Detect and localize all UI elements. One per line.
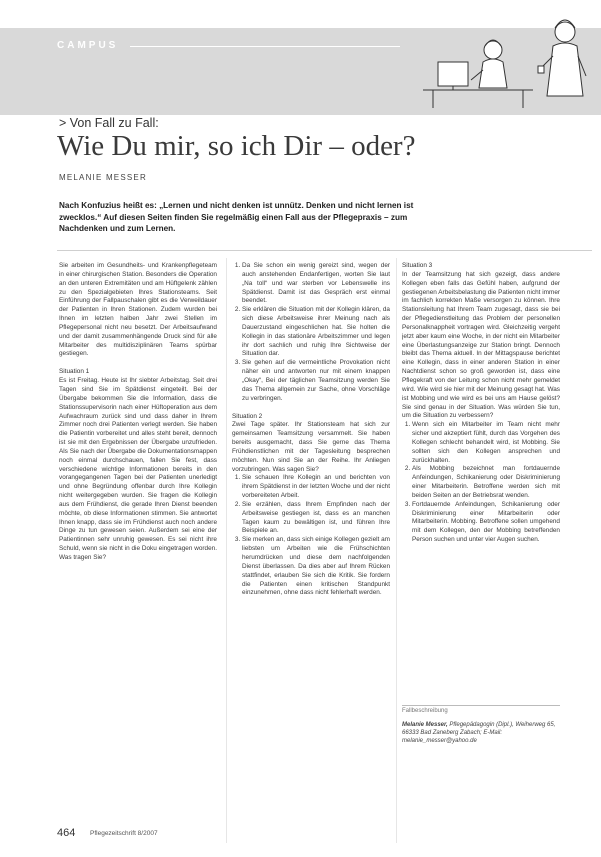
list-item: 3. Sie gehen auf die vermeintliche Provokation nicht näher ein und antworten nur mit einem knappen „Okay“, Bei der täglichen Teamsitzung werden Sie das Thema allgemein zur Sache, ohne Vorschläge zu verbringen. — [242, 359, 390, 403]
list-item: 2. Als Mobbing bezeichnet man fortdauernde Anfeindungen, Schikanierung oder Diskriminierung einer Mitarbeiterin. Betroffene werden sich mit beiden Seiten an der Betriebsrat wenden. — [412, 465, 560, 500]
illustration-people-icon — [413, 10, 598, 110]
answer-list — [232, 262, 390, 404]
list-item: 1. Wenn sich ein Mitarbeiter im Team nicht mehr sicher und akzeptiert fühlt, durch das Vorgehen des Kollegen schlecht behandelt wird, ist Mobbing. Sie sollten sich den Kollegen ansprechen und zurückhalten. — [412, 421, 560, 465]
author-name: MELANIE MESSER — [59, 173, 147, 182]
section-label: CAMPUS — [57, 40, 119, 51]
list-item: 2. Sie erzählen, dass Ihrem Empfinden nach der Arbeitsweise gestiegen ist, dass es an manchen Tagen kaum zu bewältigen ist, und führen Ihre Beispiele an. — [242, 501, 390, 536]
list-item: 1. Da Sie schon ein wenig gereizt sind, wegen der auch anstehenden Endanfertigen, worten Sie laut „Na toll“ und war sterben vor Lebenswelle ins Spätdienst. Damit ist das Gespräch erst einmal beendet. — [242, 262, 390, 306]
paragraph: Sie arbeiten im Gesundheits- und Krankenpflegeteam in einer chirurgischen Station. Besonders die Operation an den unteren Extremitäten und am Hüftgelenk zählen zu den Spezialgebieten Ihres Stationsteams. Seit Einführung der Fallpauschalen gibt es die Verweildauer der Patienten in Ihren Stationen. Zudem wurden bei Ihnen im letzten halben Jahr zwei Stellen im Pflegepersonal nicht neu besetzt. Der Arbeitsaufwand und der damit zusammenhängende Druck sind für alle Mitarbeiter des multidisziplinären Teams spürbar gestiegen. — [59, 262, 217, 358]
answer-list — [232, 474, 390, 598]
box-divider — [402, 705, 560, 706]
rubric: > Von Fall zu Fall: — [59, 116, 159, 130]
intro-text: Nach Konfuzius heißt es: „Lernen und nicht denken ist unnütz. Denken und nicht lernen ist zwecklos.“ Auf diesen Seiten finden Sie regelmäßig einen Fall aus der Pflegepraxis – zum Nachdenken und zum Lernen. — [59, 201, 414, 233]
paragraph: Zwei Tage später. Ihr Stationsteam hat sich zur gemeinsamen Teamsitzung versammelt. Sie haben bereits ausgemacht, dass Sie gerne das Thema Frühdienstlichen mit der Tagesleitung besprechen möchten. Nun sind Sie an der Reihe. Ihr Anliegen vorzubringen. Was sagen Sie? — [232, 421, 390, 473]
list-item: 3. Sie merken an, dass sich einige Kollegen gezielt am liebsten um Arbeiten wie die Frühschichten herumdrücken und diese dem nachfolgenden Dienst überlassen. Da dies aber auf Ihrem Rücken stattfindet, erlauben Sie sich die Kritik. Sie fordern die Patienten einen kritischen Standpunkt einzunehmen, ohne dass nicht fehlerhaft werden. — [242, 536, 390, 598]
list-item: 2. Sie erklären die Situation mit der Kollegin klären, da sich diese Arbeitsweise ihrer Meinung nach als Dauerzustand eingeschlichen hat. Sie holten die Kollegin in das stationäre Arbeitszimmer und legen ihr dort sachlich und ruhig Ihre Sichtweise der Situation dar. — [242, 306, 390, 359]
answer-list — [402, 421, 560, 545]
author-box-name: Melanie Messer, — [402, 722, 448, 728]
author-box-text: Pflegepädagogin (Dipl.), Weiherweg 65, 66333 Bad Zaneberg Zabach; E-Mail: melanie_messer@yahoo.de — [402, 722, 556, 744]
column-divider — [396, 258, 397, 843]
journal-source: Pflegezeitschrift 8/2007 — [90, 830, 158, 837]
divider — [57, 250, 592, 251]
article-title: Wie Du mir, so ich Dir – oder? — [57, 130, 416, 162]
situation-heading: Situation 3 — [402, 262, 433, 269]
box-title: Fallbeschreibung — [402, 708, 448, 714]
column-3 — [402, 262, 560, 690]
situation-heading: Situation 1 — [59, 368, 90, 376]
situation-heading: Situation 2 — [232, 412, 263, 420]
author-box — [402, 707, 560, 745]
column-divider — [226, 258, 227, 843]
page-number: 464 — [57, 827, 76, 839]
list-item: 1. Sie schauen Ihre Kollegin an und berichten von ihrem Spätdienst in der letzten Woche und der nicht vorbereiteten Arbeit. — [242, 474, 390, 501]
section-rule — [130, 46, 400, 47]
column-1 — [59, 262, 217, 842]
paragraph: Es ist Freitag. Heute ist Ihr siebter Arbeitstag. Seit drei Tagen sind Sie im Spätdienst eingeteilt. Bei der Übergabe bekommen Sie die Information, dass die Stationssupervisorin nach einer Hüftoperation aus dem Aufwachraum zurück sind und dass daher in Ihrem Zimmer noch drei Patienten verlegt werden. Sie haben die Patientin vorbereitet und alles steht bereit, dennoch ist sie mit den Ergebnissen der Übergabe unzufrieden. Als Sie nach der Übergabe die Dokumentationsmappen noch einmal durchschauen, fallen Sie fest, dass verschiedene wichtige Informationen bereits in den vorangegangenen Tagen bei der Patienten unerledigt und ohne Begründung offenbar durch Ihre Kollegin nicht weitergegeben wurden. Sie fragen die Kollegin aus dem Frühdienst, die gerade Ihren Dienst beenden möchte, ob diese Informationen stimmen. Sie antwortet Ihnen knapp, dass sie im Frühdienst auch noch andere Dinge zu tun gewesen seien. Außerdem sei eine der Patientinnen sehr unruhig gewesen. Es sei nicht ihre Schuld, wenn sie nicht in die Doku eingetragen worden. Was tragen Sie? — [59, 377, 217, 561]
column-2 — [232, 262, 390, 842]
list-item: 3. Fortdauernde Anfeindungen, Schikanierung oder Diskriminierung einer Mitarbeiterin oder Mitarbeiterin. Mobbing. Betroffene sollen umgehend mit dem Kollegen, den der Mobbing betreffenden Person suchen und unter vier Augen suchen. — [412, 501, 560, 545]
author-info — [402, 721, 560, 745]
paragraph: In der Teamsitzung hat sich gezeigt, dass andere Kollegen eben falls das Gefühl haben, aufgrund der gestiegenen Arbeitsbelastung die Patienten nicht immer im fachlich korrekten Maße versorgen zu können. Ihre Stationsleitung hat Ihrem Team zugesagt, dass sie bei der Pflegedienstleitung das Problem der personellen Personalknappheit vortragen wird. Gleichzeitig vergeht jetzt aber kaum eine Woche, in der nicht ein Mitarbeiter eine Überlastungsanzeige zur Station bringt. Dennoch bleibt das Thema aktuell. In der Mittagspause berichtet eine Kollegin, dass in einer anderen Station in einer Nachtdienst schon so groß geworden ist, dass eine Pflegekraft von der Leitung schon nicht mehr gemeldet wird. Wie wird sie hier mit der Meinung gesagt hat. Was ist Mobbing und wie wird es bei uns am Hause gelöst? Sie sind genau in der Situation. Was würden Sie tun, um die Situation zu verbessern? — [402, 270, 560, 420]
